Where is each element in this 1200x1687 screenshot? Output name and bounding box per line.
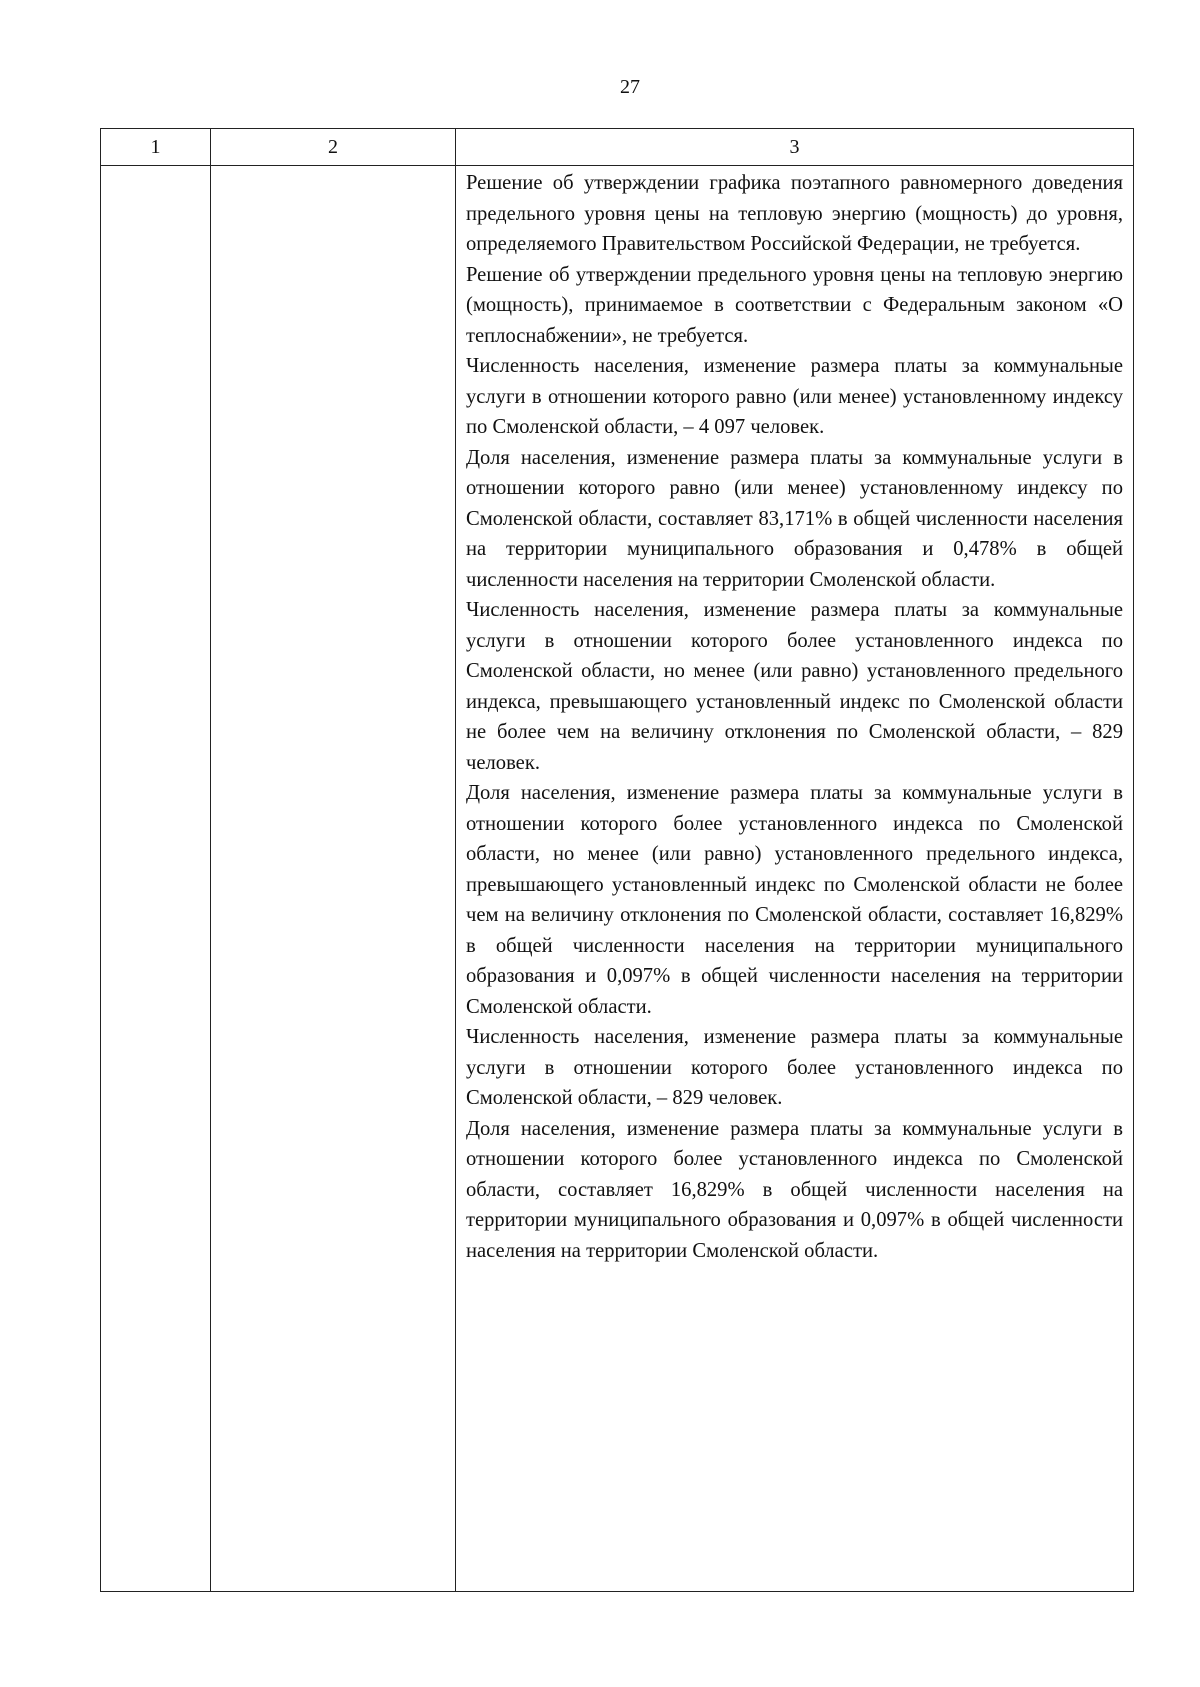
paragraph-population-equal-index: Численность населения, изменение размера платы за коммунальные услуги в отношении которого равно (или менее) установленному индексу по Смоленской области, – 4 097 человек. [466,355,1123,438]
document-table [100,128,1134,1592]
paragraph-price-level-decision: Решение об утверждении предельного уровня цены на тепловую энергию (мощность), принимаемое в соответствии с Федеральным законом «О теплоснабжении», не требуется. [466,263,1123,347]
column-header-2: 2 [211,129,456,166]
cell-column-2 [211,166,456,1592]
paragraph-share-above-index: Доля населения, изменение размера платы за коммунальные услуги в отношении которого более установленного индекса по Смоленской области, составляет 16,829% в общей численности населения на территории муниципального образования и 0,097% в общей численности населения на территории Смоленской области. [466,1117,1123,1262]
column-header-3: 3 [456,129,1134,166]
paragraph-share-within-deviation: Доля населения, изменение размера платы за коммунальные услуги в отношении которого более установленного индекса по Смоленской области, но менее (или равно) установленного предельного индекса, превышающего установленный индекс по Смоленской области не более чем на величину отклонения по Смоленской области, составляет 16,829% в общей численности населения на территории муниципального образования и 0,097% в общей численности населения на территории Смоленской области. [466,782,1123,1018]
paragraph-population-within-deviation: Численность населения, изменение размера платы за коммунальные услуги в отношении которого более установленного индекса по Смоленской области, но менее (или равно) установленного предельного индекса, превышающего установленный индекс по Смоленской области не более чем на величину отклонения по Смоленской области, – 829 человек. [466,599,1123,774]
paragraph-share-equal-index: Доля населения, изменение размера платы за коммунальные услуги в отношении которого равно (или менее) установленному индексу по Смоленской области, составляет 83,171% в общей численности населения на территории муниципального образования и 0,478% в общей численности населения на территории Смоленской области. [466,446,1123,591]
table-header-row [101,129,1134,166]
paragraph-population-above-index: Численность населения, изменение размера платы за коммунальные услуги в отношении которого более установленного индекса по Смоленской области, – 829 человек. [466,1026,1123,1109]
column-header-1: 1 [101,129,211,166]
page-number: 27 [620,76,640,98]
table-row [101,166,1134,1592]
cell-column-1 [101,166,211,1592]
paragraph-schedule-decision: Решение об утверждении графика поэтапного равномерного доведения предельного уровня цены на тепловую энергию (мощность) до уровня, определяемого Правительством Российской Федерации, не требуется. [466,172,1123,255]
cell-column-3 [456,166,1134,1592]
